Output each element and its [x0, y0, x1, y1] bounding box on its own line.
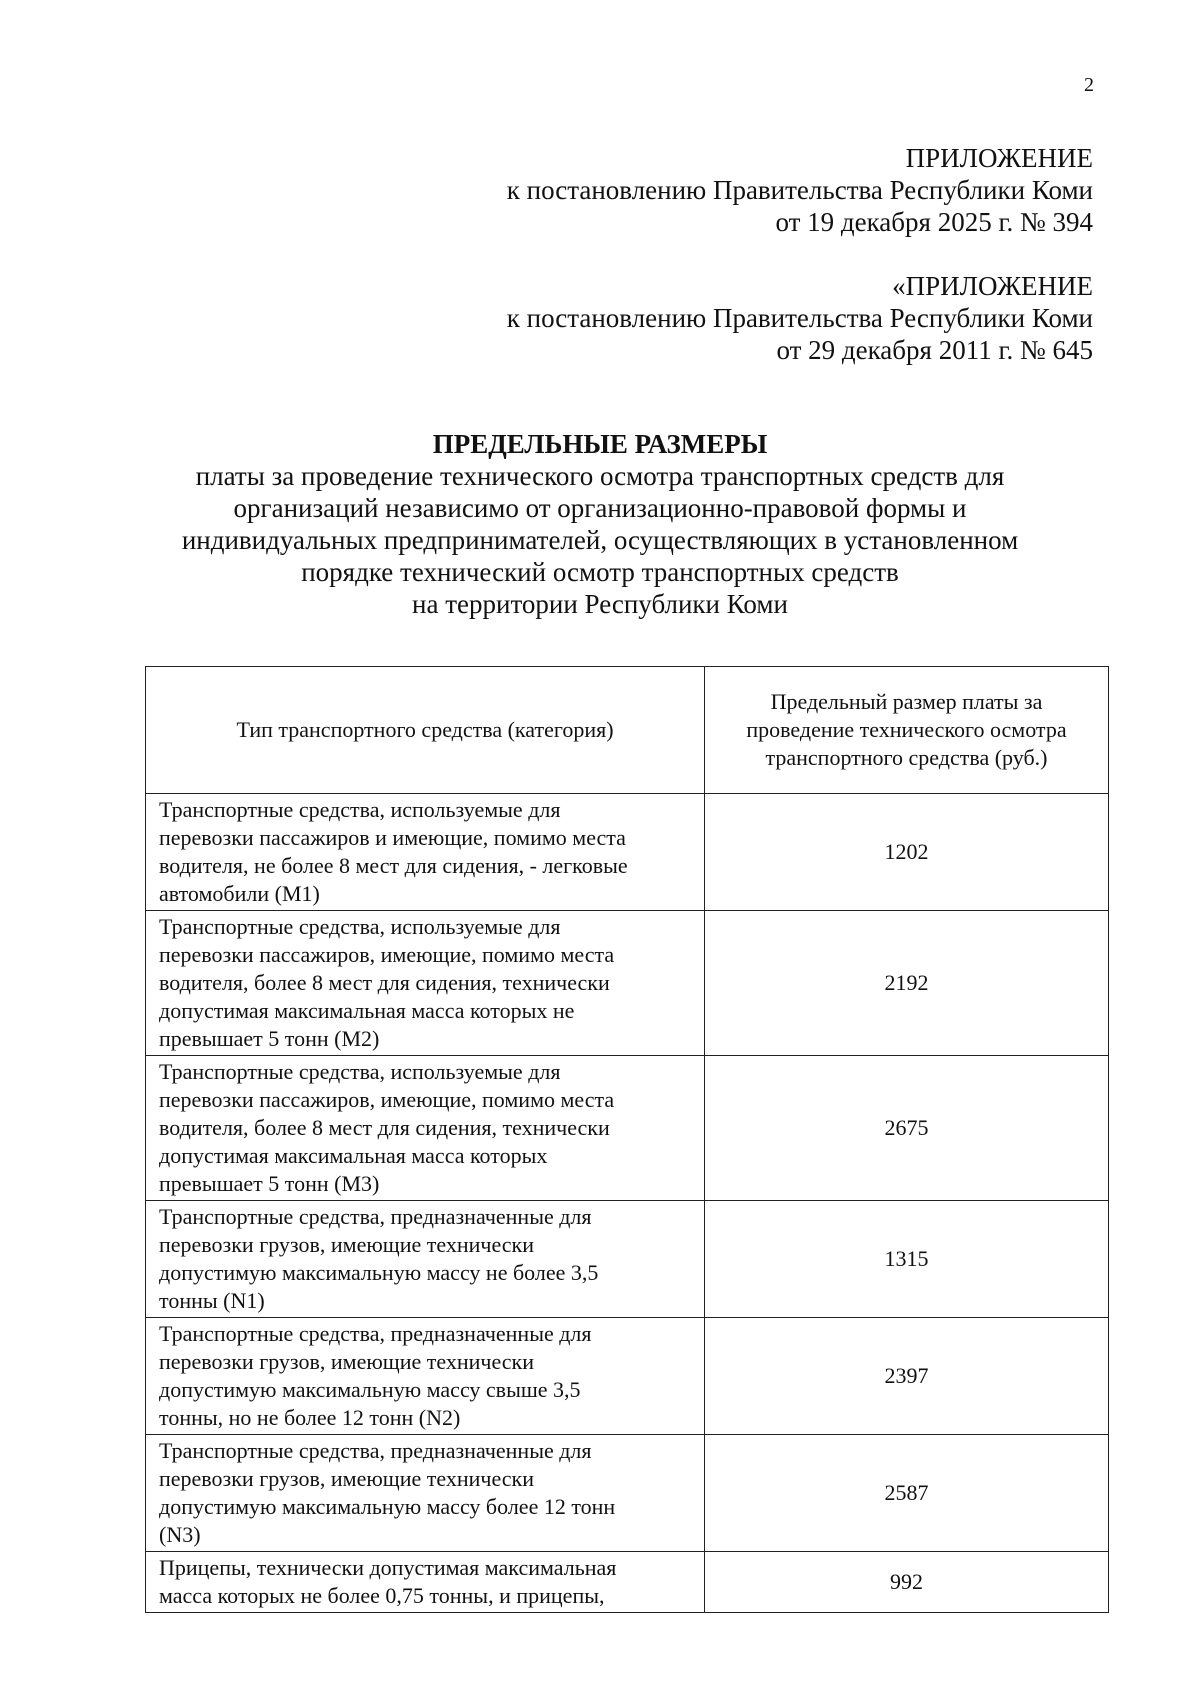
vehicle-type-line: Транспортные средства, используемые для [159, 1059, 561, 1084]
table-row [146, 1552, 1109, 1613]
vehicle-type-line: допустимую максимальную массу более 12 тонн [159, 1494, 616, 1519]
vehicle-type-cell [146, 1318, 705, 1435]
vehicle-type-line: Транспортные средства, используемые для [159, 914, 561, 939]
appendix-original-decree: к постановлению Правительства Республики Коми [506, 303, 1093, 333]
vehicle-type-line: Транспортные средства, предназначенные для [159, 1204, 592, 1229]
vehicle-type-cell [146, 1201, 705, 1318]
vehicle-type-cell [146, 1435, 705, 1552]
vehicle-type-line: тонны (N1) [159, 1288, 265, 1313]
max-fee-cell: 2587 [705, 1435, 1109, 1552]
max-fee-cell: 2397 [705, 1318, 1109, 1435]
title-subtitle-line: на территории Республики Коми [412, 589, 788, 619]
table-row [146, 794, 1109, 911]
header-max-fee-line: Предельный размер платы за [770, 689, 1043, 714]
max-fee-cell: 1202 [705, 794, 1109, 911]
table-row [146, 1056, 1109, 1201]
max-fee-cell: 1315 [705, 1201, 1109, 1318]
vehicle-type-line: Транспортные средства, предназначенные для [159, 1438, 592, 1463]
vehicle-type-line: допустимую максимальную массу свыше 3,5 [159, 1377, 581, 1402]
vehicle-type-line: водителя, не более 8 мест для сидения, - легковые [159, 853, 628, 878]
appendix-current [507, 142, 1093, 238]
vehicle-type-line: перевозки грузов, имеющие технически [159, 1466, 534, 1491]
table-row [146, 1201, 1109, 1318]
header-vehicle-type: Тип транспортного средства (категория) [146, 667, 705, 794]
vehicle-type-line: тонны, но не более 12 тонн (N2) [159, 1405, 461, 1430]
vehicle-type-line: автомобили (M1) [159, 881, 320, 906]
vehicle-type-line: (N3) [159, 1522, 201, 1547]
document-title [130, 428, 1070, 620]
vehicle-type-cell [146, 1056, 705, 1201]
appendix-original [507, 270, 1093, 366]
vehicle-type-line: перевозки грузов, имеющие технически [159, 1349, 534, 1374]
vehicle-type-cell [146, 911, 705, 1056]
vehicle-type-line: допустимая максимальная масса которых [159, 1143, 548, 1168]
appendix-current-date: от 19 декабря 2025 г. № 394 [775, 207, 1093, 237]
table-row [146, 1435, 1109, 1552]
title-subtitle-line: индивидуальных предпринимателей, осуществляющих в установленном [181, 525, 1019, 555]
appendix-original-date: от 29 декабря 2011 г. № 645 [776, 335, 1093, 365]
vehicle-type-line: допустимую максимальную массу не более 3,5 [159, 1260, 599, 1285]
vehicle-type-line: превышает 5 тонн (M3) [159, 1171, 380, 1196]
appendix-original-heading: «ПРИЛОЖЕНИЕ [892, 271, 1093, 301]
title-subtitle-line: порядке технический осмотр транспортных средств [301, 557, 899, 587]
vehicle-type-line: превышает 5 тонн (M2) [159, 1026, 380, 1051]
vehicle-type-line: перевозки пассажиров и имеющие, помимо места [159, 825, 626, 850]
max-fee-cell: 2192 [705, 911, 1109, 1056]
appendix-current-heading: ПРИЛОЖЕНИЕ [905, 143, 1093, 173]
vehicle-type-line: Транспортные средства, используемые для [159, 797, 561, 822]
page-number: 2 [1084, 74, 1094, 96]
vehicle-type-line: масса которых не более 0,75 тонны, и прицепы, [159, 1583, 605, 1608]
table-row [146, 1318, 1109, 1435]
table-row [146, 911, 1109, 1056]
vehicle-type-line: перевозки пассажиров, имеющие, помимо места [159, 1087, 615, 1112]
header-max-fee-line: транспортного средства (руб.) [765, 745, 1048, 770]
appendix-current-decree: к постановлению Правительства Республики Коми [506, 175, 1093, 205]
vehicle-type-cell [146, 1552, 705, 1613]
fee-table [145, 666, 1109, 1613]
fee-table-body [146, 794, 1109, 1613]
table-header-row [146, 667, 1109, 794]
vehicle-type-line: водителя, более 8 мест для сидения, технически [159, 1115, 610, 1140]
title-subtitle-line: платы за проведение технического осмотра транспортных средств для [195, 461, 1005, 491]
title-main: ПРЕДЕЛЬНЫЕ РАЗМЕРЫ [432, 429, 768, 459]
vehicle-type-line: перевозки пассажиров, имеющие, помимо места [159, 942, 615, 967]
vehicle-type-line: перевозки грузов, имеющие технически [159, 1232, 534, 1257]
vehicle-type-line: водителя, более 8 мест для сидения, технически [159, 970, 610, 995]
title-subtitle [130, 460, 1070, 620]
vehicle-type-line: допустимая максимальная масса которых не [159, 998, 575, 1023]
max-fee-cell: 2675 [705, 1056, 1109, 1201]
vehicle-type-line: Прицепы, технически допустимая максимальная [159, 1555, 617, 1580]
header-max-fee-line: проведение технического осмотра [746, 717, 1067, 742]
max-fee-cell: 992 [705, 1552, 1109, 1613]
vehicle-type-cell [146, 794, 705, 911]
title-subtitle-line: организаций независимо от организационно-правовой формы и [233, 493, 967, 523]
header-max-fee [705, 667, 1109, 794]
vehicle-type-line: Транспортные средства, предназначенные для [159, 1321, 592, 1346]
